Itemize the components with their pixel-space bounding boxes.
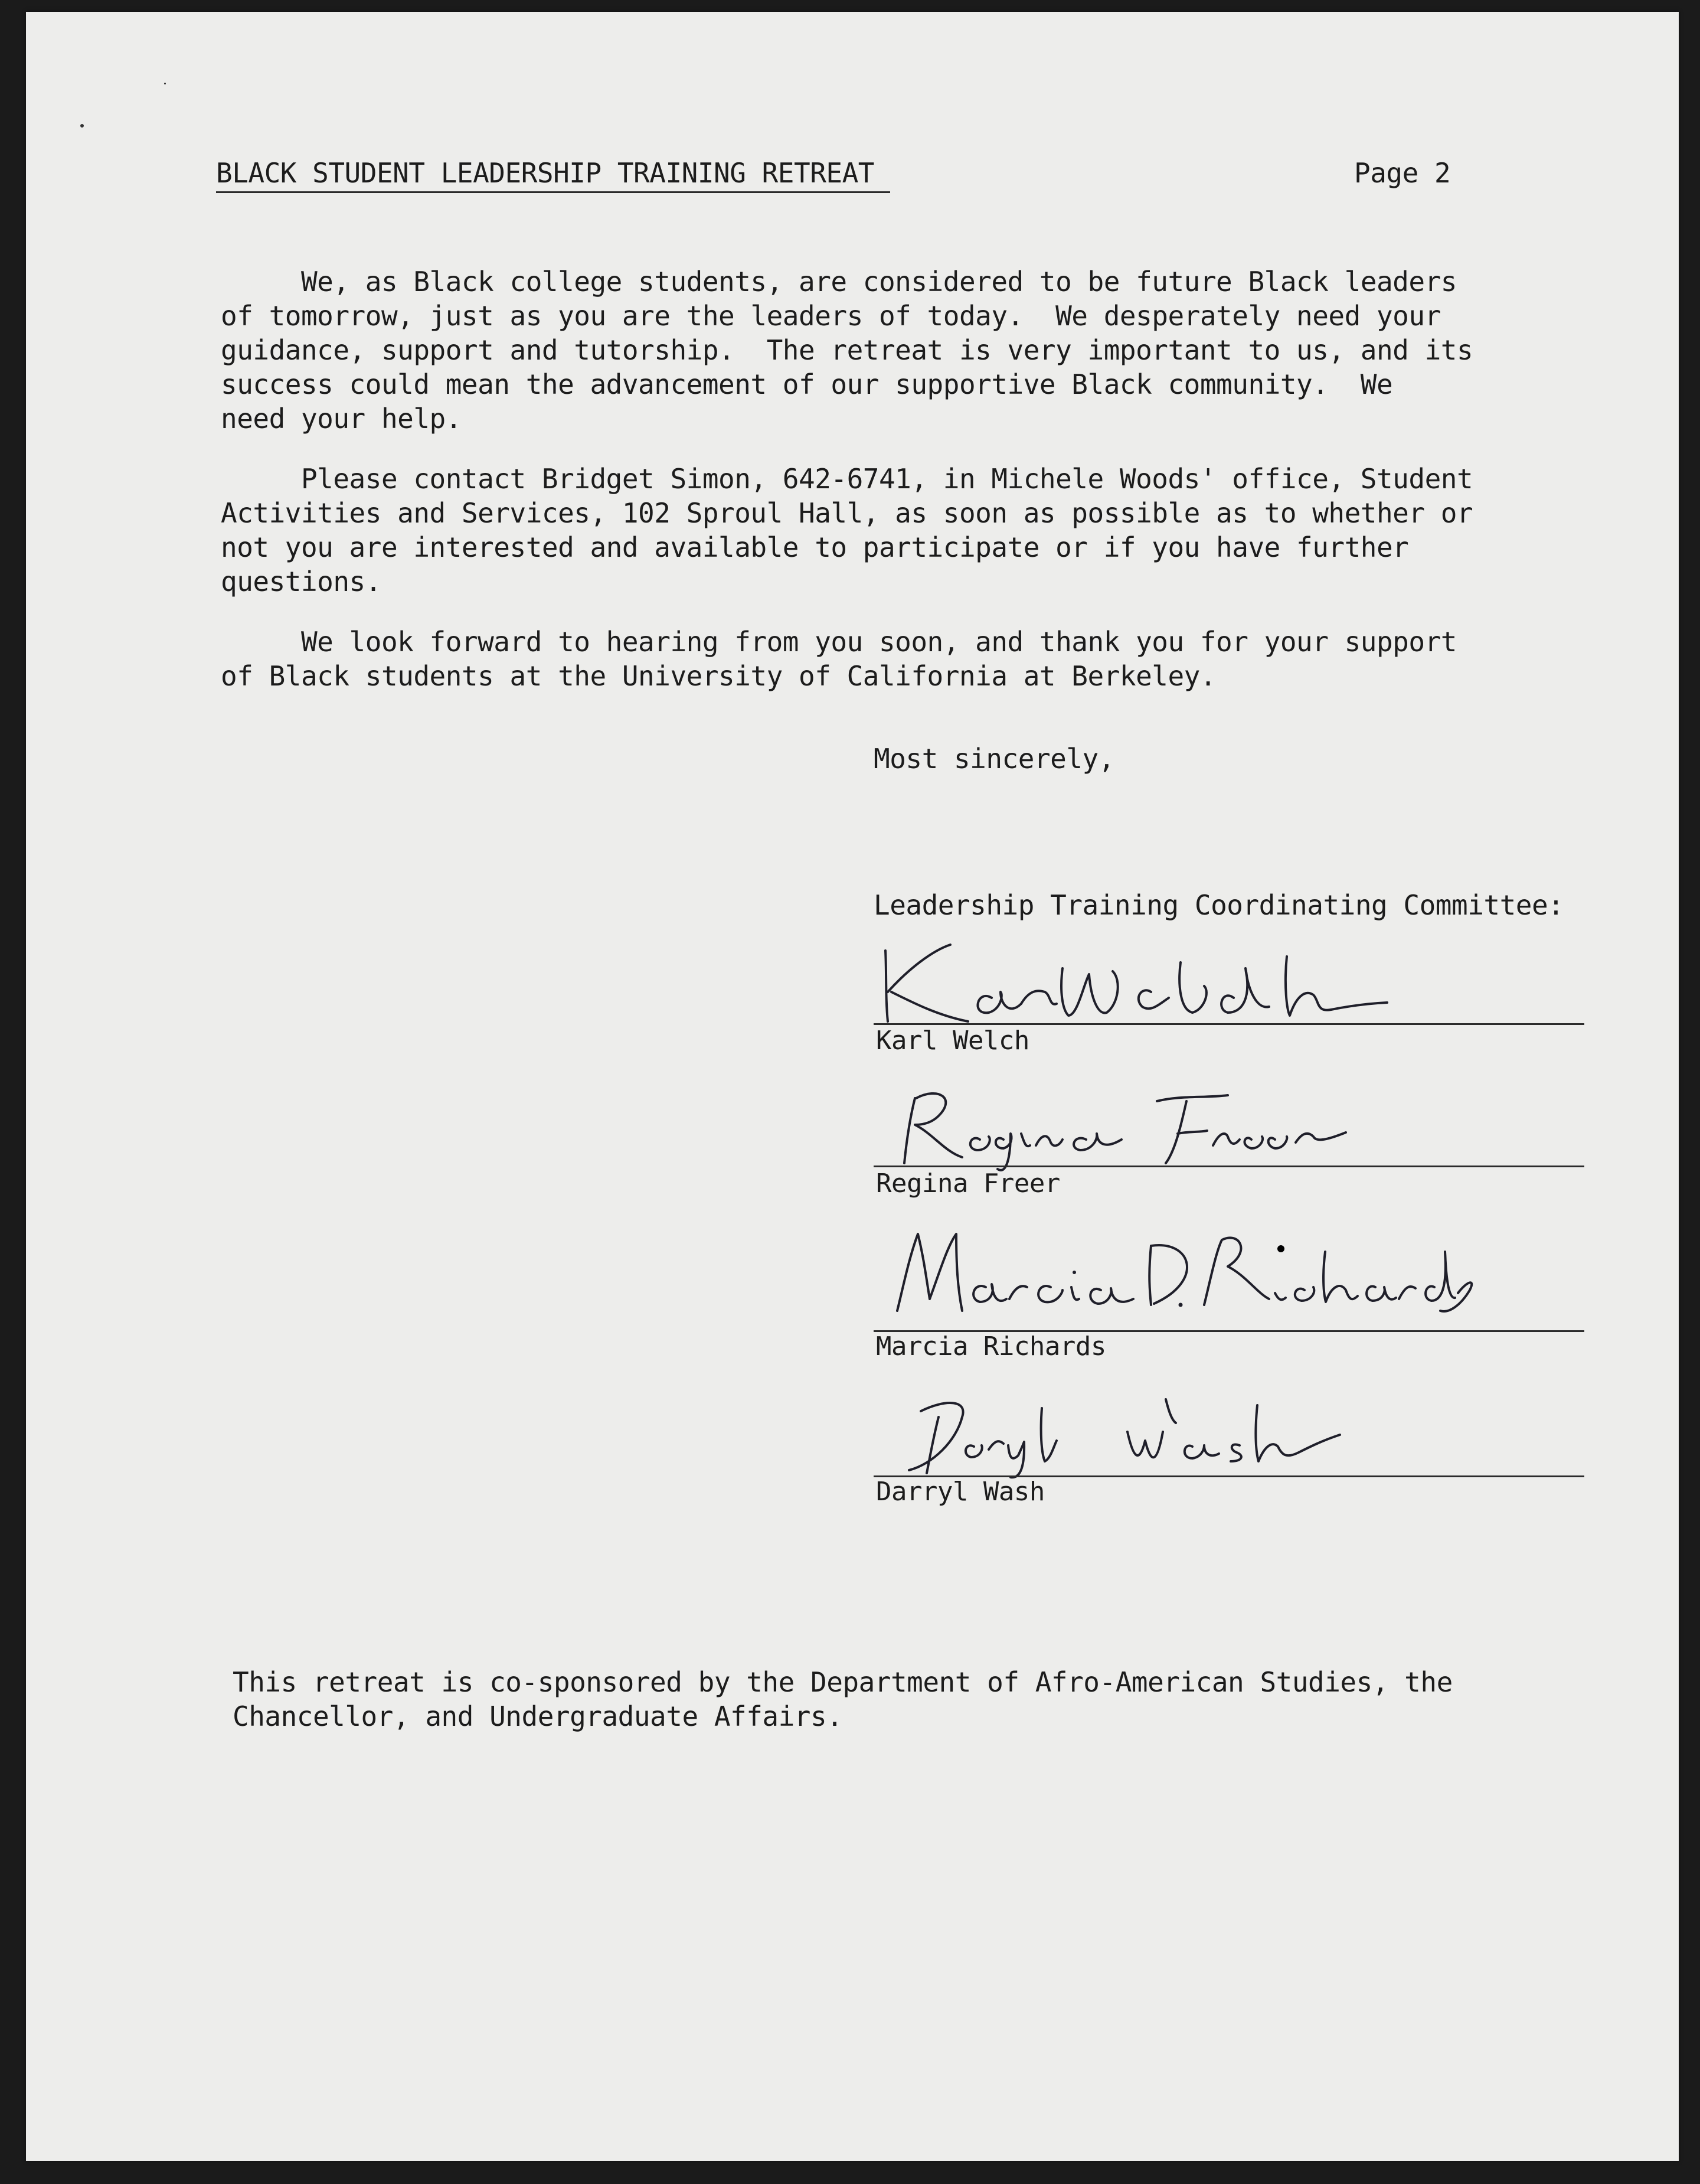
signature-line-1 (874, 1023, 1584, 1025)
letter-heading: BLACK STUDENT LEADERSHIP TRAINING RETREAT (216, 157, 874, 189)
closing-salutation: Most sincerely, (874, 743, 1114, 775)
signature-darryl-wash (874, 1376, 1464, 1476)
heading-underline (216, 191, 890, 193)
signatory-name-1: Karl Welch (876, 1026, 1029, 1056)
sponsorship-footnote: This retreat is co-sponsored by the Department of Afro-American Studies, the Chancellor, and Undergraduate Affairs. (233, 1666, 1453, 1732)
letter-page (26, 12, 1679, 2161)
body-paragraph-3: We look forward to hearing from you soon, and thank you for your support of Black students at the University of California at Berkeley. (221, 626, 1457, 692)
signatory-name-2: Regina Freer (876, 1168, 1060, 1199)
page-number: Page 2 (1354, 157, 1451, 189)
signature-line-2 (874, 1166, 1584, 1167)
body-paragraph-1: We, as Black college students, are considered to be future Black leaders of tomorrow, just as you are the leaders of today. We desperately need your guidance, support and tutorship. The retreat is very important to us, and its success could mean the advancement of our supportive Black community. We need your help. (221, 266, 1473, 435)
signature-regina-freer (874, 1075, 1464, 1175)
paper-speck (164, 83, 166, 84)
committee-label: Leadership Training Coordinating Committee: (874, 889, 1564, 921)
signature-karl-welch (874, 933, 1464, 1033)
signatory-name-3: Marcia Richards (876, 1331, 1106, 1362)
body-paragraph-2: Please contact Bridget Simon, 642-6741, in Michele Woods' office, Student Activities and Services, 102 Sproul Hall, as soon as possible as to whether or not you are interested and available to participate or if you have further questions. (221, 463, 1473, 598)
signatory-name-4: Darryl Wash (876, 1477, 1045, 1507)
paper-speck (80, 124, 84, 128)
signature-marcia-richards (874, 1216, 1464, 1317)
